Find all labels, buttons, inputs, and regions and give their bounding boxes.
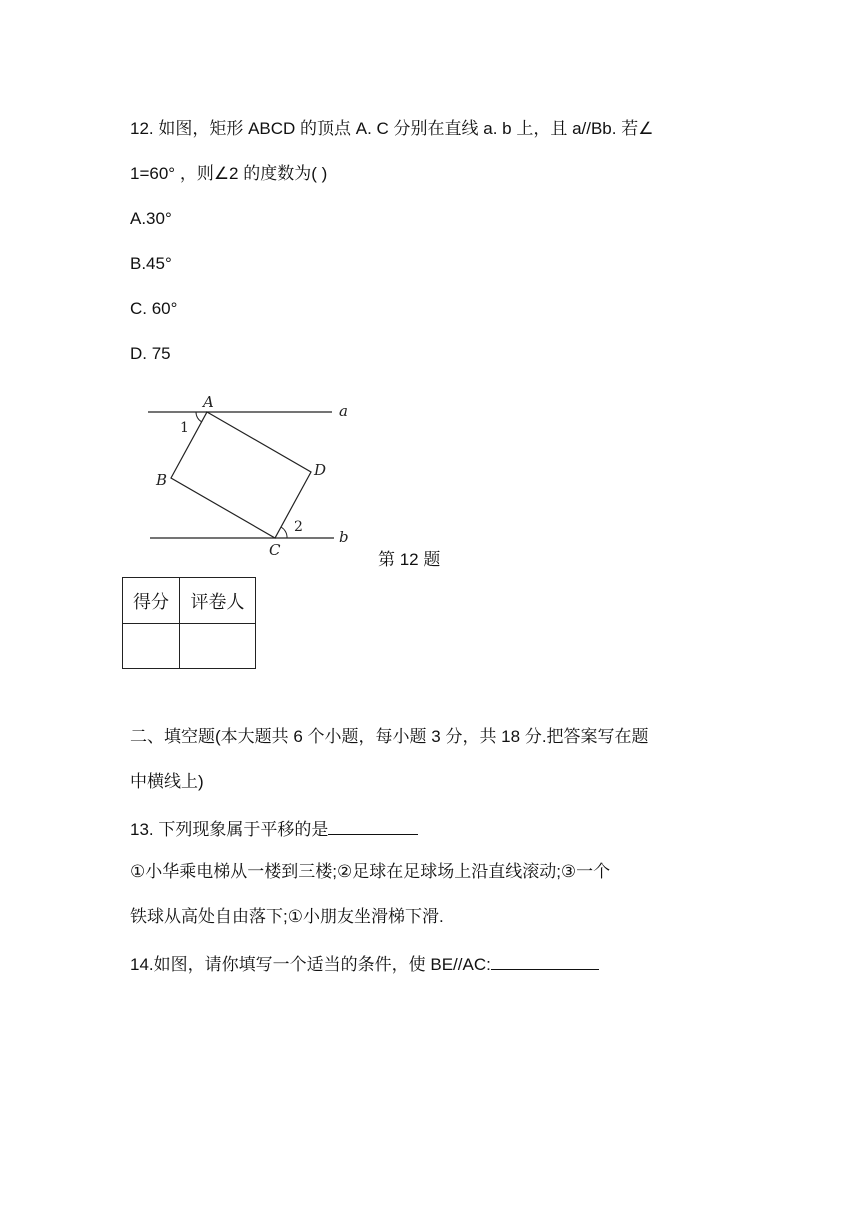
label-point-b: B (156, 471, 168, 489)
q14-line-1 (130, 951, 599, 976)
label-point-a: A (203, 393, 214, 411)
q14-prompt: 14.如图，请你填写一个适当的条件，使 BE//AC: (130, 955, 491, 974)
q12-option-a: A.30° (130, 209, 172, 228)
q13-line-3: 铁球从高处自由落下;①小朋友坐滑梯下滑. (130, 907, 444, 926)
label-angle-2: 2 (294, 519, 303, 535)
q13-line-2: ①小华乘电梯从一楼到三楼;②足球在足球场上沿直线滚动;③一个 (130, 862, 611, 881)
q12-option-b: B.45° (130, 254, 172, 273)
label-line-b: b (339, 528, 349, 546)
q13-line-1 (130, 816, 418, 841)
q12-line-2: 1=60° ，则∠2 的度数为( ) (130, 164, 328, 183)
score-table (122, 577, 256, 669)
section-2-heading-line-2: 中横线上) (130, 772, 204, 791)
q12-line-1: 12. 如图，矩形 ABCD 的顶点 A. C 分别在直线 a. b 上，且 a//Bb. 若∠ (130, 119, 654, 138)
q13-prompt: 13. 下列现象属于平移的是 (130, 820, 329, 839)
angle-1-arc (196, 412, 202, 422)
q13-answer-blank[interactable] (328, 816, 418, 835)
grader-cell[interactable] (180, 624, 256, 669)
score-cell[interactable] (123, 624, 180, 669)
score-header: 得分 (123, 578, 180, 624)
label-point-c: C (269, 541, 281, 559)
q12-option-c: C. 60° (130, 299, 178, 318)
q12-geometry-figure (140, 385, 370, 565)
figure-caption: 第 12 题 (378, 550, 441, 569)
label-line-a: a (339, 402, 348, 420)
grader-header: 评卷人 (180, 578, 256, 624)
rectangle-abcd (171, 412, 311, 538)
angle-2-arc (281, 527, 287, 538)
q12-option-d: D. 75 (130, 344, 171, 363)
label-point-d: D (314, 461, 327, 479)
section-2-heading-line-1: 二、填空题(本大题共 6 个小题，每小题 3 分，共 18 分.把答案写在题 (130, 727, 649, 746)
label-angle-1: 1 (180, 420, 189, 436)
q14-answer-blank[interactable] (491, 951, 599, 970)
